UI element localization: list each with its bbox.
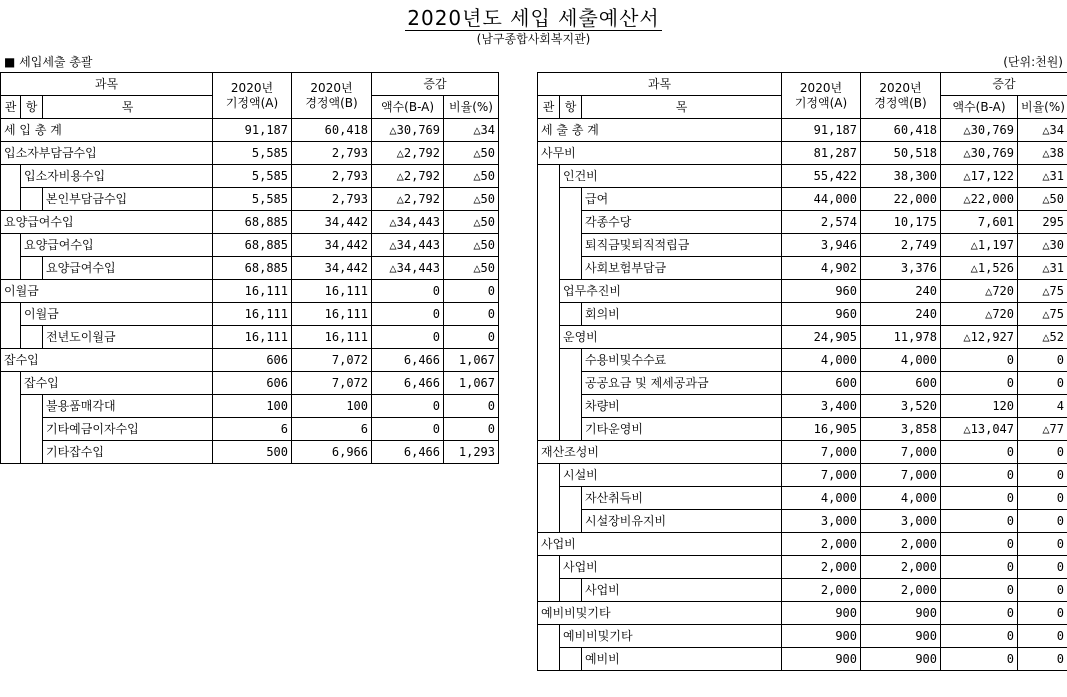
table-row [538,372,1067,395]
table-row [538,625,1067,648]
cell-a: 2,574 [782,211,861,234]
cell-ratio: 1,293 [444,441,499,464]
cell-a: 44,000 [782,188,861,211]
cell-a: 3,400 [782,395,861,418]
expenditure-table [537,72,1067,671]
header-prev-year: 2020년 [799,80,843,95]
cell-diff: 7,601 [941,211,1018,234]
header-change-amount: 액수(B-A) [372,96,444,119]
cell-b: 3,376 [861,257,941,280]
cell-a: 500 [213,441,292,464]
cell-ratio: 0 [444,303,499,326]
cell-diff: △2,792 [372,188,444,211]
cell-diff: 0 [941,487,1018,510]
cell-ratio: △77 [1018,418,1067,441]
cell-diff: △30,769 [941,119,1018,142]
cell-ratio: △50 [444,188,499,211]
cell-ratio: 0 [1018,441,1067,464]
cell-b: 6 [292,418,372,441]
header-prev-amount-label: 기정액(A) [794,95,848,110]
cell-ratio: 0 [444,418,499,441]
table-row [538,487,1067,510]
row-name: 자산취득비 [582,487,782,510]
cell-diff: 0 [941,349,1018,372]
section-label: ■ 세입세출 총괄 [4,55,93,69]
cell-b: 2,793 [292,142,372,165]
cell-b: 50,518 [861,142,941,165]
row-name: 예비비 [582,648,782,671]
cell-a: 91,187 [782,119,861,142]
cell-b: 2,749 [861,234,941,257]
cell-ratio: 0 [1018,510,1067,533]
row-name: 사회보험부담금 [582,257,782,280]
header-gwan: 관 [1,96,21,119]
cell-ratio: 0 [1018,556,1067,579]
row-name: 입소자부담금수입 [1,142,213,165]
table-row [538,602,1067,625]
table-row [538,142,1067,165]
row-name: 이월금 [21,303,213,326]
cell-a: 68,885 [213,234,292,257]
cell-ratio: △38 [1018,142,1067,165]
table-row [1,234,499,257]
cell-ratio: 0 [1018,648,1067,671]
header-change-ratio: 비율(%) [444,96,499,119]
cell-a: 55,422 [782,165,861,188]
row-name: 요양급여수입 [43,257,213,280]
cell-b: 4,000 [861,349,941,372]
header-row [1,73,499,96]
row-name: 각종수당 [582,211,782,234]
cell-a: 2,000 [782,556,861,579]
cell-b: 16,111 [292,326,372,349]
table-row [538,280,1067,303]
table-row [538,395,1067,418]
cell-ratio: △75 [1018,280,1067,303]
cell-ratio: △50 [444,257,499,280]
cell-a: 4,902 [782,257,861,280]
row-name: 급여 [582,188,782,211]
cell-ratio: 0 [1018,487,1067,510]
cell-b: 7,072 [292,349,372,372]
cell-a: 960 [782,303,861,326]
cell-b: 2,000 [861,579,941,602]
header-hang: 항 [21,96,43,119]
cell-ratio: △50 [444,165,499,188]
cell-diff: △30,769 [941,142,1018,165]
cell-b: 2,793 [292,188,372,211]
cell-diff: 6,466 [372,349,444,372]
cell-diff: 0 [372,280,444,303]
table-row [538,464,1067,487]
table-row [538,326,1067,349]
cell-a: 5,585 [213,142,292,165]
cell-diff: 0 [941,602,1018,625]
row-name: 전년도이월금 [43,326,213,349]
cell-b: 3,520 [861,395,941,418]
cell-ratio: 0 [444,326,499,349]
row-name: 요양급여수입 [1,211,213,234]
cell-b: 2,793 [292,165,372,188]
page-subtitle: (남구종합사회복지관) [476,32,591,46]
cell-a: 91,187 [213,119,292,142]
table-row [538,648,1067,671]
table-row [538,510,1067,533]
header-change-ratio: 비율(%) [1018,96,1067,119]
table-row [538,119,1067,142]
cell-a: 900 [782,602,861,625]
row-name: 사무비 [538,142,782,165]
cell-diff: 0 [372,303,444,326]
header-cur-year: 2020년 [310,80,353,95]
cell-diff: △2,792 [372,165,444,188]
cell-diff: 0 [941,648,1018,671]
cell-diff: 6,466 [372,372,444,395]
cell-b: 3,000 [861,510,941,533]
row-name: 불용품매각대 [43,395,213,418]
row-name: 기타운영비 [582,418,782,441]
cell-b: 10,175 [861,211,941,234]
table-row [1,326,499,349]
cell-diff: 0 [941,533,1018,556]
row-name: 기타예금이자수입 [43,418,213,441]
cell-diff: △720 [941,280,1018,303]
table-row [538,303,1067,326]
header-change: 증감 [372,73,499,96]
cell-ratio: △50 [1018,188,1067,211]
cell-diff: 0 [941,579,1018,602]
header-change-amount: 액수(B-A) [941,96,1018,119]
cell-diff: △34,443 [372,257,444,280]
cell-diff: △13,047 [941,418,1018,441]
cell-diff: 0 [941,556,1018,579]
table-row [1,280,499,303]
cell-b: 6,966 [292,441,372,464]
header-mok: 목 [43,96,213,119]
cell-diff: 120 [941,395,1018,418]
cell-diff: △30,769 [372,119,444,142]
row-name: 세 출 총 계 [538,119,782,142]
table-row [1,372,499,395]
header-gwan: 관 [538,96,560,119]
cell-ratio: 0 [1018,349,1067,372]
cell-b: 900 [861,648,941,671]
revenue-table [0,72,499,464]
cell-ratio: 0 [444,280,499,303]
cell-b: 38,300 [861,165,941,188]
table-row [1,165,499,188]
table-row [538,418,1067,441]
row-name: 사업비 [560,556,782,579]
table-row [1,395,499,418]
cell-a: 2,000 [782,579,861,602]
header-subject: 과목 [538,73,782,96]
cell-a: 16,111 [213,280,292,303]
cell-a: 600 [782,372,861,395]
header-hang: 항 [560,96,582,119]
cell-a: 7,000 [782,441,861,464]
cell-diff: △2,792 [372,142,444,165]
row-name: 기타잡수입 [43,441,213,464]
cell-diff: △17,122 [941,165,1018,188]
row-name: 세 입 총 계 [1,119,213,142]
cell-diff: △34,443 [372,234,444,257]
cell-ratio: 0 [1018,625,1067,648]
row-name: 퇴직금및퇴직적립금 [582,234,782,257]
row-name: 이월금 [1,280,213,303]
header-prev-amount [782,73,861,119]
cell-diff: 0 [941,372,1018,395]
cell-ratio: △31 [1018,165,1067,188]
cell-b: 11,978 [861,326,941,349]
cell-ratio: △50 [444,234,499,257]
unit-label: (단위:천원) [1003,55,1063,69]
cell-b: 16,111 [292,303,372,326]
cell-a: 81,287 [782,142,861,165]
table-row [538,349,1067,372]
header-prev-amount [213,73,292,119]
cell-ratio: △31 [1018,257,1067,280]
cell-b: 7,000 [861,441,941,464]
header-cur-amount-label: 경정액(B) [874,95,927,110]
cell-diff: △22,000 [941,188,1018,211]
header-cur-amount-label: 경정액(B) [305,95,358,110]
cell-a: 16,111 [213,326,292,349]
cell-diff: 0 [941,625,1018,648]
header-prev-amount-label: 기정액(A) [225,95,279,110]
table-row [1,303,499,326]
header-cur-amount [292,73,372,119]
cell-a: 3,000 [782,510,861,533]
row-name: 예비비및기타 [538,602,782,625]
cell-b: 100 [292,395,372,418]
cell-ratio: △34 [444,119,499,142]
row-name: 재산조성비 [538,441,782,464]
cell-b: 7,000 [861,464,941,487]
row-name: 요양급여수입 [21,234,213,257]
table-row [538,234,1067,257]
table-row [1,349,499,372]
table-row [1,188,499,211]
row-name: 입소자비용수입 [21,165,213,188]
cell-ratio: △50 [444,211,499,234]
row-name: 시설장비유지비 [582,510,782,533]
cell-b: 60,418 [861,119,941,142]
cell-a: 16,111 [213,303,292,326]
cell-ratio: 0 [1018,372,1067,395]
row-name: 잡수입 [1,349,213,372]
cell-ratio: 1,067 [444,372,499,395]
cell-a: 2,000 [782,533,861,556]
cell-ratio: 0 [444,395,499,418]
cell-ratio: 0 [1018,579,1067,602]
cell-ratio: 295 [1018,211,1067,234]
table-row [538,533,1067,556]
cell-b: 34,442 [292,211,372,234]
row-name: 예비비및기타 [560,625,782,648]
header-mok: 목 [582,96,782,119]
cell-a: 24,905 [782,326,861,349]
cell-ratio: △50 [444,142,499,165]
cell-a: 7,000 [782,464,861,487]
cell-diff: △720 [941,303,1018,326]
cell-ratio: △34 [1018,119,1067,142]
row-name: 사업비 [582,579,782,602]
header-row [538,73,1067,96]
table-row [538,211,1067,234]
cell-a: 606 [213,349,292,372]
cell-ratio: 0 [1018,464,1067,487]
table-row [538,556,1067,579]
cell-a: 5,585 [213,165,292,188]
table-row [538,188,1067,211]
cell-b: 900 [861,625,941,648]
row-name: 시설비 [560,464,782,487]
row-name: 공공요금 및 제세공과금 [582,372,782,395]
table-row [1,119,499,142]
cell-a: 68,885 [213,211,292,234]
cell-a: 16,905 [782,418,861,441]
cell-a: 3,946 [782,234,861,257]
cell-b: 7,072 [292,372,372,395]
cell-a: 4,000 [782,487,861,510]
cell-diff: 0 [941,441,1018,464]
cell-diff: △1,526 [941,257,1018,280]
cell-ratio: 0 [1018,533,1067,556]
table-row [1,142,499,165]
row-name: 인건비 [560,165,782,188]
page-title: 2020년도 세입 세출예산서 [407,6,660,30]
row-name: 수용비및수수료 [582,349,782,372]
cell-ratio: △52 [1018,326,1067,349]
row-name: 잡수입 [21,372,213,395]
table-row [538,257,1067,280]
cell-b: 16,111 [292,280,372,303]
header-cur-year: 2020년 [879,80,922,95]
cell-a: 5,585 [213,188,292,211]
cell-ratio: 1,067 [444,349,499,372]
cell-b: 2,000 [861,533,941,556]
header-prev-year: 2020년 [230,80,274,95]
table-row [1,441,499,464]
row-name: 사업비 [538,533,782,556]
table-row [1,418,499,441]
cell-diff: △34,443 [372,211,444,234]
cell-b: 22,000 [861,188,941,211]
row-name: 회의비 [582,303,782,326]
header-cur-amount [861,73,941,119]
cell-a: 6 [213,418,292,441]
cell-diff: 0 [372,326,444,349]
cell-a: 900 [782,625,861,648]
row-name: 업무추진비 [560,280,782,303]
table-row [538,579,1067,602]
cell-a: 960 [782,280,861,303]
cell-a: 4,000 [782,349,861,372]
cell-diff: 0 [941,464,1018,487]
cell-b: 600 [861,372,941,395]
row-name: 운영비 [560,326,782,349]
table-row [1,257,499,280]
cell-ratio: 0 [1018,602,1067,625]
row-name: 본인부담금수입 [43,188,213,211]
cell-ratio: △75 [1018,303,1067,326]
table-row [538,441,1067,464]
cell-ratio: 4 [1018,395,1067,418]
cell-ratio: △30 [1018,234,1067,257]
cell-diff: 0 [372,418,444,441]
table-row [1,211,499,234]
header-subject: 과목 [1,73,213,96]
cell-b: 34,442 [292,234,372,257]
cell-diff: △1,197 [941,234,1018,257]
table-row [538,165,1067,188]
cell-a: 100 [213,395,292,418]
cell-diff: 6,466 [372,441,444,464]
cell-a: 606 [213,372,292,395]
cell-b: 240 [861,303,941,326]
cell-b: 240 [861,280,941,303]
header-change: 증감 [941,73,1067,96]
cell-diff: 0 [372,395,444,418]
cell-a: 900 [782,648,861,671]
cell-b: 3,858 [861,418,941,441]
row-name: 차량비 [582,395,782,418]
cell-b: 4,000 [861,487,941,510]
cell-b: 60,418 [292,119,372,142]
cell-diff: 0 [941,510,1018,533]
cell-diff: △12,927 [941,326,1018,349]
cell-b: 2,000 [861,556,941,579]
cell-b: 900 [861,602,941,625]
cell-a: 68,885 [213,257,292,280]
cell-b: 34,442 [292,257,372,280]
